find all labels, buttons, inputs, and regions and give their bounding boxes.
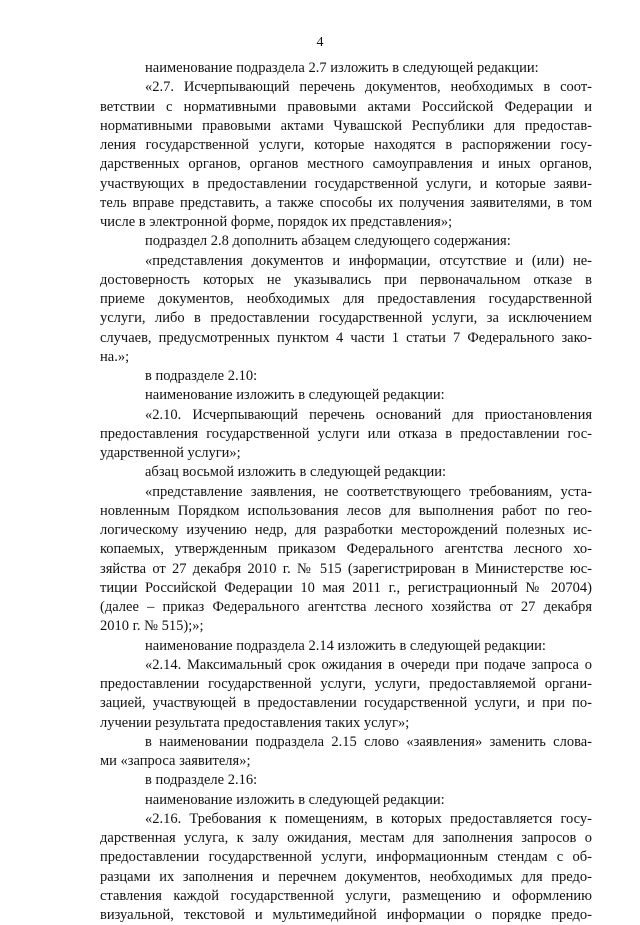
text-line: наименование изложить в следующей редакции:: [145, 791, 445, 808]
text-line: копаемых, утвержденным приказом Федерального агентства лесного хо-: [100, 541, 592, 558]
text-line: визуальной, текстовой и мультимедийной информации о порядке предо-: [100, 907, 592, 923]
text-line: тель вправе представить, а также способы их получения заявителями, в том: [100, 194, 592, 211]
text-line: наименование подраздела 2.7 изложить в следующей редакции:: [145, 60, 539, 76]
text-line: ударственной услуги»;: [100, 445, 241, 461]
text-line: числе в электронной форме, порядок их представления»;: [100, 214, 453, 230]
text-line: абзац восьмой изложить в следующей редакции:: [145, 464, 447, 481]
text-line: 2010 г. № 515);»;: [100, 618, 204, 635]
document-body: [100, 59, 592, 925]
text-line: наименование подраздела 2.14 изложить в следующей редакции:: [145, 637, 546, 654]
text-line: предоставлении государственной услуги, услуги, предоставляемой органи-: [100, 676, 592, 692]
text-line: ветствии с нормативными правовыми актами Российской Федерации и: [100, 98, 592, 115]
text-line: на.»;: [100, 348, 130, 365]
text-line: зацией, участвующей в предоставлении государственной услуги, и при по-: [100, 695, 592, 712]
text-line: участвующих в предоставлении государственной услуги, и которые заяви-: [100, 175, 592, 192]
text-line: дарственных органов, органов местного самоуправления и иных органов,: [100, 156, 592, 173]
text-line: в подразделе 2.16:: [145, 772, 258, 789]
text-line: (далее – приказ Федерального агентства лесного хозяйства от 27 декабря: [100, 599, 592, 615]
text-line: предоставления государственной услуги или отказа в предоставлении гос-: [100, 425, 592, 442]
text-line: «2.7. Исчерпывающий перечень документов, необходимых в соот-: [145, 79, 592, 96]
text-line: подраздел 2.8 дополнить абзацем следующего содержания:: [145, 233, 511, 250]
text-line: тиции Российской Федерации 10 мая 2011 г., регистрационный № 20704): [100, 579, 592, 596]
text-line: разцами их заполнения и перечнем документов, необходимых для предо-: [100, 868, 592, 885]
text-line: «представление заявления, не соответствующего требованиям, уста-: [145, 483, 592, 500]
text-line: услуги, либо в предоставлении государственной услуги, за исключением: [100, 310, 592, 327]
page-number: 4: [316, 35, 324, 50]
text-line: лучении результата предоставления таких услуг»;: [100, 714, 410, 731]
text-line: зяйства от 27 декабря 2010 г. № 515 (зарегистрирован в Министерстве юс-: [100, 560, 592, 577]
text-line: достоверность которых не указывались при первоначальном отказе в: [100, 271, 592, 288]
text-line: «2.16. Требования к помещениям, в которых предоставляется госу-: [145, 810, 592, 827]
text-line: ления государственной услуги, которые находятся в распоряжении госу-: [100, 137, 592, 153]
text-line: предоставлении государственной услуги, информационным стендам с об-: [100, 849, 592, 866]
text-line: «представления документов и информации, отсутствие и (или) не-: [145, 252, 592, 269]
text-line: наименование изложить в следующей редакции:: [145, 387, 445, 404]
text-line: в наименовании подраздела 2.15 слово «заявления» заменить слова-: [145, 733, 592, 750]
text-line: дарственная услуга, к залу ожидания, местам для заполнения запросов о: [100, 830, 592, 846]
text-line: нормативными правовыми актами Чувашской Республики для предостав-: [100, 117, 592, 134]
text-line: «2.10. Исчерпывающий перечень оснований для приостановления: [145, 406, 592, 423]
text-line: случаев, предусмотренных пунктом 4 части 1 статьи 7 Федерального зако-: [100, 329, 592, 346]
text-line: ми «запроса заявителя»;: [100, 753, 251, 769]
text-line: новленным Порядком использования лесов для выполнения работ по гео-: [100, 502, 592, 519]
text-line: ставления каждой государственной услуги, размещению и оформлению: [100, 887, 592, 904]
text-line: «2.14. Максимальный срок ожидания в очереди при подаче запроса о: [145, 656, 592, 673]
text-line: логическому изучению недр, для разработки месторождений полезных ис-: [100, 522, 592, 538]
text-line: в подразделе 2.10:: [145, 368, 258, 384]
text-line: приеме документов, необходимых для предоставления государственной: [100, 291, 592, 307]
